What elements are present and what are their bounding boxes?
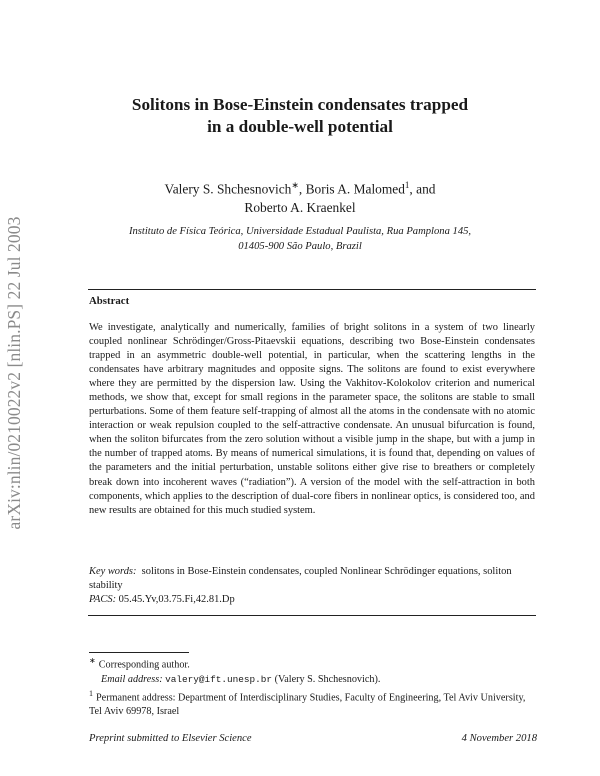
- author-and: and: [416, 181, 436, 197]
- author-mark-1: 1: [404, 180, 410, 190]
- title-line-2: in a double-well potential: [207, 117, 393, 136]
- footnote-corresponding-text: Corresponding author.: [98, 659, 190, 671]
- affiliation: [92, 224, 508, 254]
- abstract-text: We investigate, analytically and numerically, families of bright solitons in a system of two linearly coupled nonlinear Schrödinger/Gross-Pitaevskii equations, describing two Bose-Einstein condensates trapped in an asymmetric double-well potential, in particular, when the scattering lengths in the condensates have arbitrary magnitudes and opposite signs. The solitons are found to exist everywhere where they are permitted by the dispersion law. Using the Vakhitov-Kolokolov criterion and numerical methods, we show that, except for small regions in the parameter space, the solitons are stable to small perturbations. Some of them feature self-trapping of almost all the atoms in the condensate with no atomic interaction or weak repulsion coupled to the self-attractive condensate. An unusual bifurcation is found, when the soliton bifurcates from the zero solution without a visible jump in the shape, but with a jump in the number of trapped atoms. By means of numerical simulations, it is found that, depending on values of the parameters and the initial perturbation, unstable solitons either give rise to breathers or completely break down into incoherent waves (“radiation”). A version of the model with the self-attraction in both components, which applies to the description of dual-core fibers in nonlinear optics, is considered too, and new results are obtained for this much studied system.: [89, 322, 535, 516]
- footer-date: 4 November 2018: [461, 733, 537, 744]
- footnote-corresponding: [89, 654, 537, 673]
- footnote-rule: [89, 652, 189, 653]
- keywords-label: Key words:: [89, 566, 137, 577]
- abstract-bottom-rule: [88, 615, 536, 616]
- footnote-address-text: Permanent address: Department of Interdisciplinary Studies, Faculty of Engineering, Tel Aviv University, Tel Aviv 69978, Israel: [89, 692, 526, 718]
- keywords-line: [89, 565, 535, 593]
- arxiv-identifier: arXiv:nlin/0210022v2 [nlin.PS] 22 Jul 2003: [4, 216, 24, 530]
- author-malomed: Boris A. Malomed: [305, 181, 405, 197]
- author-list: [120, 176, 480, 217]
- keywords-text: solitons in Bose-Einstein condensates, coupled Nonlinear Schrödinger equations, soliton stability: [89, 566, 512, 592]
- pacs-label: PACS:: [89, 594, 117, 606]
- footnote-email-line: [89, 673, 537, 687]
- footnote-mark-1: 1: [89, 688, 93, 698]
- author-mark-corresponding: ∗: [291, 180, 299, 190]
- footnote-permanent-address: [89, 687, 537, 720]
- title-line-1: Solitons in Bose-Einstein condensates trapped: [131, 95, 469, 114]
- pacs-line: [89, 593, 535, 607]
- abstract-top-rule: [88, 289, 536, 290]
- page-footer: [89, 733, 537, 744]
- email-owner: (Valery S. Shchesnovich).: [274, 673, 381, 685]
- footnotes: [89, 654, 537, 720]
- author-line-2: [120, 198, 480, 217]
- author-shchesnovich: Valery S. Shchesnovich: [164, 181, 292, 197]
- paper-title: [80, 94, 520, 138]
- footer-preprint-note: Preprint submitted to Elsevier Science: [89, 733, 252, 744]
- abstract-heading: Abstract: [89, 295, 130, 307]
- affiliation-line-2: 01405-900 São Paulo, Brazil: [238, 241, 362, 252]
- email-link[interactable]: valery@ift.unesp.br: [165, 673, 273, 685]
- footnote-mark-star: ∗: [89, 656, 96, 665]
- email-label: Email address:: [101, 673, 163, 685]
- affiliation-line-1: Instituto de Física Teórica, Universidade Estadual Paulista, Rua Pamplona 145,: [128, 226, 472, 237]
- pacs-codes: 05.45.Yv,03.75.Fi,42.81.Dp: [118, 594, 235, 606]
- author-line-1: Valery S. Shchesnovich∗, Boris A. Malomed$^1$, and: [164, 180, 436, 197]
- keywords-block: [89, 565, 535, 608]
- author-kraenkel: Roberto A. Kraenkel: [244, 200, 356, 216]
